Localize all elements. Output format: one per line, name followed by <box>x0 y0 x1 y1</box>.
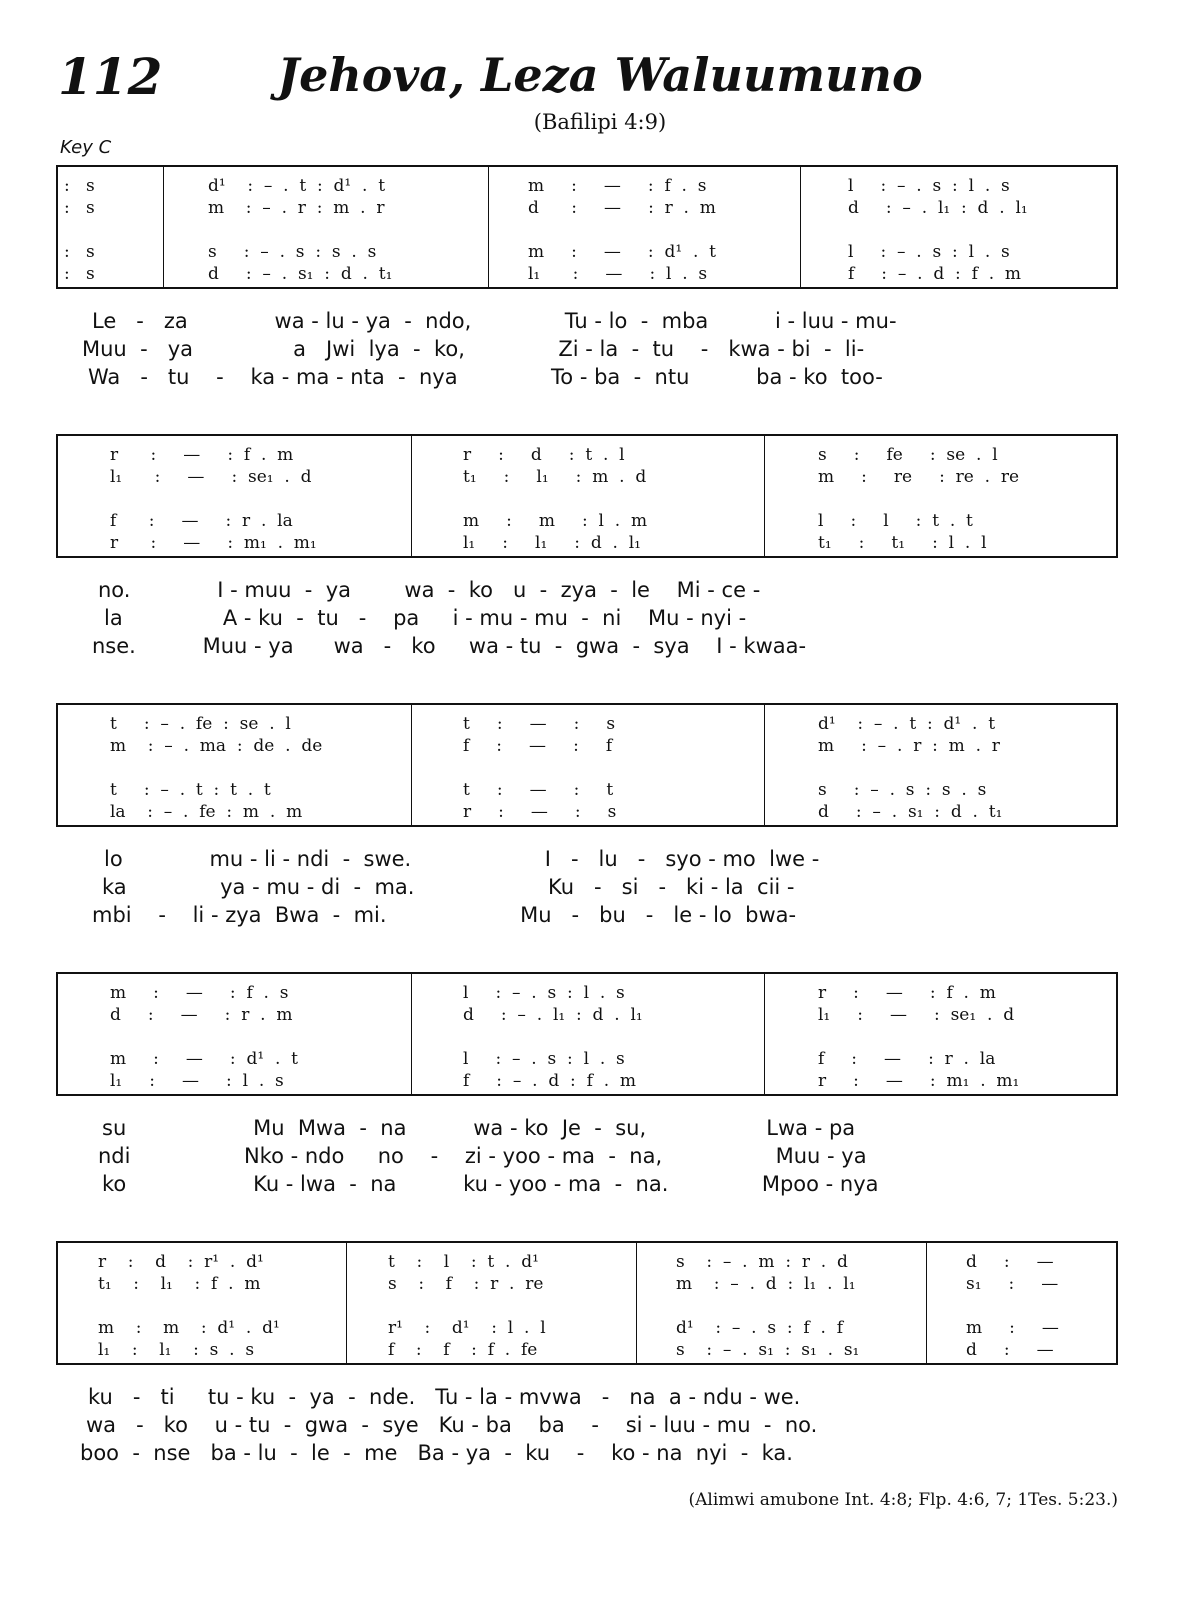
measure-5-1: r : d : r¹ . d¹ t₁ : l₁ : f . m m : m : d¹ . d¹ l₁ : l₁ : s . s <box>98 1252 280 1360</box>
measure-5-2: t : l : t . d¹ s : f : r . re r¹ : d¹ : l . l f : f : f . fe <box>388 1252 546 1360</box>
lyric-line: boo - nse ba - lu - le - me Ba - ya - ku - ko - na nyi - ka. <box>80 1441 793 1465</box>
lyric-line: Le - za wa - lu - ya - ndo, Tu - lo - mba i - luu - mu- <box>92 309 897 333</box>
measure-2-1: r : — : f . m l₁ : — : se₁ . d f : — : r . la r : — : m₁ . m₁ <box>110 445 317 553</box>
lyric-line: Muu - ya a Jwi lya - ko, Zi - la - tu - kwa - bi - li- <box>82 337 865 361</box>
measure-1-3: m : — : f . s d : — : r . m m : — : d¹ . t l₁ : — : l . s <box>528 176 716 284</box>
measure-4-3: r : — : f . m l₁ : — : se₁ . d f : — : r . la r : — : m₁ . m₁ <box>818 983 1020 1091</box>
lyric-line: nse. Muu - ya wa - ko wa - tu - gwa - sya I - kwaa- <box>92 634 807 658</box>
measure-1-4: l : – . s : l . s d : – . l₁ : d . l₁ l : – . s : l . s f : – . d : f . m <box>848 176 1028 284</box>
lyric-line: mbi - li - zya Bwa - mi. Mu - bu - le - lo bwa- <box>92 903 797 927</box>
measure-3-1: t : – . fe : se . l m : – . ma : de . de t : – . t : t . t la : – . fe : m . m <box>110 714 323 822</box>
key-signature: Key C <box>60 137 112 158</box>
staff-system-4 <box>56 972 1118 1096</box>
measure-3-3: d¹ : – . t : d¹ . t m : – . r : m . r s : – . s : s . s d : – . s₁ : d . t₁ <box>818 714 1003 822</box>
staff-system-2 <box>56 434 1118 558</box>
scripture-reference: (Bafilipi 4:9) <box>533 110 667 134</box>
lyric-line: su Mu Mwa - na wa - ko Je - su, Lwa - pa <box>102 1116 856 1140</box>
measure-5-3: s : – . m : r . d m : – . d : l₁ . l₁ d¹ : – . s : f . f s : – . s₁ : s₁ . s₁ <box>676 1252 860 1360</box>
lyric-line: la A - ku - tu - pa i - mu - mu - ni Mu - nyi - <box>104 606 747 630</box>
measure-3-2: t : — : s f : — : f t : — : t r : — : s <box>463 714 617 822</box>
lyric-line: no. I - muu - ya wa - ko u - zya - le Mi - ce - <box>98 578 761 602</box>
lyric-line: lo mu - li - ndi - swe. I - lu - syo - mo lwe - <box>104 847 820 871</box>
measure-4-1: m : — : f . s d : — : r . m m : — : d¹ . t l₁ : — : l . s <box>110 983 298 1091</box>
measure-4-2: l : – . s : l . s d : – . l₁ : d . l₁ l : – . s : l . s f : – . d : f . m <box>463 983 643 1091</box>
lyric-line: ndi Nko - ndo no - zi - yoo - ma - na, Muu - ya <box>98 1144 867 1168</box>
measure-2-2: r : d : t . l t₁ : l₁ : m . d m : m : l . m l₁ : l₁ : d . l₁ <box>463 445 648 553</box>
measure-2-3: s : fe : se . l m : re : re . re l : l : t . t t₁ : t₁ : l . l <box>818 445 1020 553</box>
staff-system-5 <box>56 1241 1118 1365</box>
lyric-line: ku - ti tu - ku - ya - nde. Tu - la - mvwa - na a - ndu - we. <box>88 1385 801 1409</box>
measure-5-4: d : — s₁ : — m : — d : — <box>966 1252 1059 1360</box>
lyric-line: ka ya - mu - di - ma. Ku - si - ki - la cii - <box>102 875 795 899</box>
measure-1-1: : s : s : s : s <box>64 176 95 284</box>
lyric-line: wa - ko u - tu - gwa - sye Ku - ba ba - si - luu - mu - no. <box>86 1413 818 1437</box>
footer-references: (Alimwi amubone Int. 4:8; Flp. 4:6, 7; 1Tes. 5:23.) <box>688 1490 1118 1510</box>
measure-1-2: d¹ : – . t : d¹ . t m : – . r : m . r s : – . s : s . s d : – . s₁ : d . t₁ <box>208 176 393 284</box>
hymn-number: 112 <box>58 47 163 106</box>
staff-system-3 <box>56 703 1118 827</box>
staff-system-1 <box>56 165 1118 289</box>
lyric-line: ko Ku - lwa - na ku - yoo - ma - na. Mpoo - nya <box>102 1172 879 1196</box>
lyric-line: Wa - tu - ka - ma - nta - nya To - ba - ntu ba - ko too- <box>88 365 883 389</box>
hymn-title: Jehova, Leza Waluumuno <box>277 48 923 102</box>
